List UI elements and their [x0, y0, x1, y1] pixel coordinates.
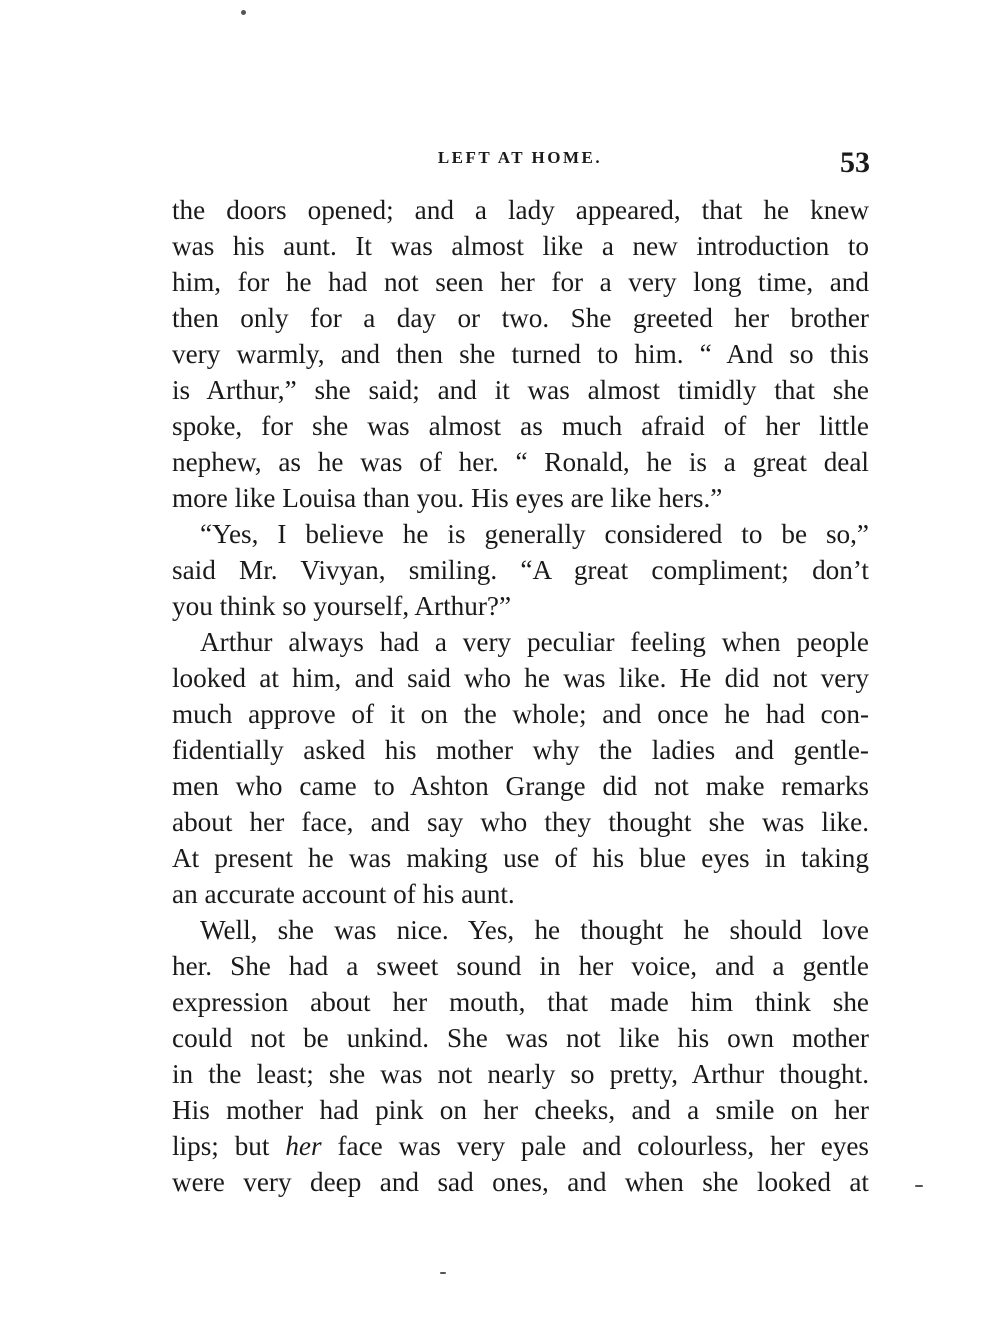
text-line: said Mr. Vivyan, smiling. “A great compliment; don’t: [172, 555, 869, 585]
text-line: much approve of it on the whole; and once he had con-: [172, 699, 869, 729]
text-line: At present he was making use of his blue eyes in taking: [172, 843, 869, 873]
text-line: in the least; she was not nearly so pretty, Arthur thought.: [172, 1059, 869, 1089]
text-line: her. She had a sweet sound in her voice, and a gentle: [172, 951, 869, 981]
running-head: [170, 146, 870, 186]
text-line: an accurate account of his aunt.: [172, 879, 515, 909]
text-fragment: lips; but: [172, 1131, 286, 1161]
text-line: men who came to Ashton Grange did not make remarks: [172, 771, 869, 801]
page-number: 53: [840, 146, 870, 179]
text-line: “Yes, I believe he is generally considered to be so,”: [200, 519, 869, 549]
text-line: could not be unkind. She was not like his own mother: [172, 1023, 869, 1053]
text-line: spoke, for she was almost as much afraid of her little: [172, 411, 869, 441]
text-line: [172, 1128, 869, 1164]
text-line: more like Louisa than you. His eyes are like hers.”: [172, 483, 723, 513]
text-line: very warmly, and then she turned to him. “ And so this: [172, 339, 869, 369]
text-line: Well, she was nice. Yes, he thought he should love: [200, 915, 869, 945]
emphasized-word: her: [285, 1131, 322, 1161]
text-line: looked at him, and said who he was like. He did not very: [172, 663, 869, 693]
text-line: about her face, and say who they thought she was like.: [172, 807, 869, 837]
text-line: nephew, as he was of her. “ Ronald, he is a great deal: [172, 447, 869, 477]
running-title: LEFT AT HOME.: [437, 148, 603, 167]
text-line: His mother had pink on her cheeks, and a smile on her: [172, 1095, 869, 1125]
text-line: you think so yourself, Arthur?”: [172, 591, 512, 621]
scan-speck: [241, 10, 246, 15]
scan-speck: [915, 1185, 923, 1187]
text-line: is Arthur,” she said; and it was almost timidly that she: [172, 375, 869, 405]
text-line: was his aunt. It was almost like a new introduction to: [172, 231, 869, 261]
body-text: [172, 192, 869, 1200]
text-line: fidentially asked his mother why the ladies and gentle-: [172, 735, 869, 765]
text-line: him, for he had not seen her for a very long time, and: [172, 267, 869, 297]
text-line: the doors opened; and a lady appeared, that he knew: [172, 195, 869, 225]
text-fragment: face was very pale and colourless, her eyes: [321, 1131, 870, 1161]
text-line: Arthur always had a very peculiar feeling when people: [200, 627, 869, 657]
text-line: were very deep and sad ones, and when she looked at: [172, 1167, 869, 1197]
text-line: then only for a day or two. She greeted her brother: [172, 303, 869, 333]
text-line: expression about her mouth, that made him think she: [172, 987, 869, 1017]
scan-speck: [440, 1272, 446, 1274]
